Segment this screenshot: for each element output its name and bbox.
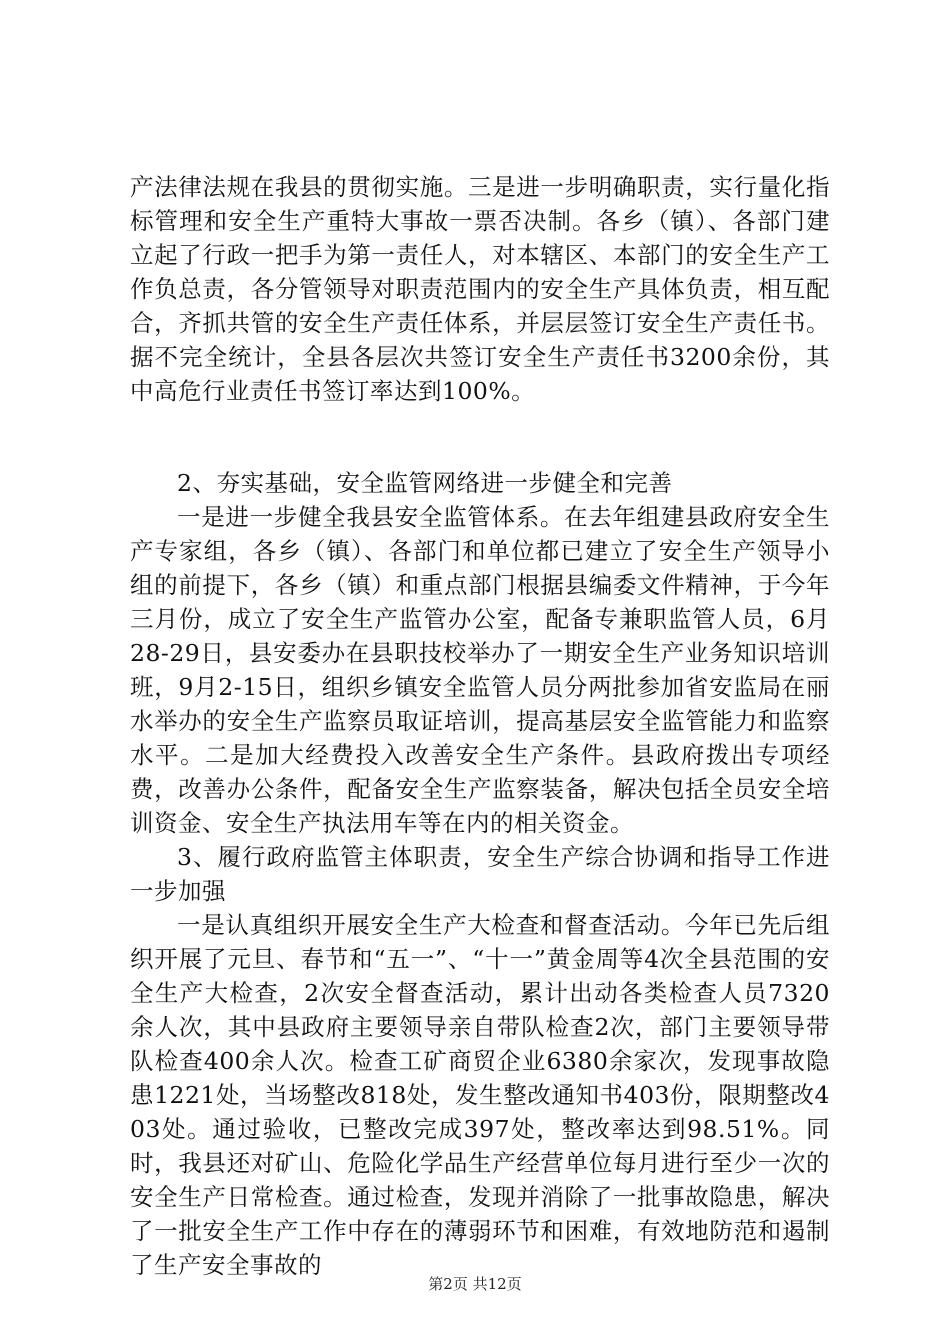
paragraph-responsibility: 产法律法规在我县的贯彻实施。三是进一步明确职责，实行量化指标管理和安全生产重特大事故一票否决制。各乡（镇）、各部门建立起了行政一把手为第一责任人，对本辖区、本部门的安全生产工作负总责，各分管领导对职责范围内的安全生产具体负责，相互配合，齐抓共管的安全生产责任体系，并层层签订安全生产责任书。据不完全统计，全县各层次共签订安全生产责任书3200余份，其中高危行业责任书签订率达到100%。 bbox=[130, 173, 830, 405]
paragraph-inspection: 一是认真组织开展安全生产大检查和督查活动。今年已先后组织开展了元旦、春节和“五一”、“十一”黄金周等4次全县范围的安全生产大检查，2次安全督查活动，累计出动各类检查人员7320余人次，其中县政府主要领导亲自带队检查2次，部门主要领导带队检查400余人次。检查工矿商贸企业6380余家次，发现事故隐患1221处，当场整改818处，发生整改通知书403份，限期整改403处。通过验收，已整改完成397处，整改率达到98.51%。同时，我县还对矿山、危险化学品生产经营单位每月进行至少一次的安全生产日常检查。通过检查，发现并消除了一批事故隐患，解决了一批安全生产工作中存在的薄弱环节和困难，有效地防范和遏制了生产安全事故的 bbox=[130, 911, 830, 1279]
paragraph-supervision-system: 一是进一步健全我县安全监管体系。在去年组建县政府安全生产专家组，各乡（镇）、各部门和单位都已建立了安全生产领导小组的前提下，各乡（镇）和重点部门根据县编委文件精神，于今年三月份，成立了安全生产监管办公室，配备专兼职监管人员，6月28-29日，县安委办在县职技校举办了一期安全生产业务知识培训班，9月2-15日，组织乡镇安全监管人员分两批参加省安监局在丽水举办的安全生产监察员取证培训，提高基层安全监管能力和监察水平。二是加大经费投入改善安全生产条件。县政府拨出专项经费，改善办公条件，配备安全生产监察装备，解决包括全员安全培训资金、安全生产执法用车等在内的相关资金。 bbox=[130, 503, 830, 837]
heading-section-2: 2、夯实基础，安全监管网络进一步健全和完善 bbox=[177, 469, 673, 497]
page-number-footer: 第2页 共12页 bbox=[428, 1275, 522, 1293]
heading-section-3: 3、履行政府监管主体职责，安全生产综合协调和指导工作进一步加强 bbox=[130, 843, 830, 905]
document-body bbox=[130, 170, 830, 1282]
